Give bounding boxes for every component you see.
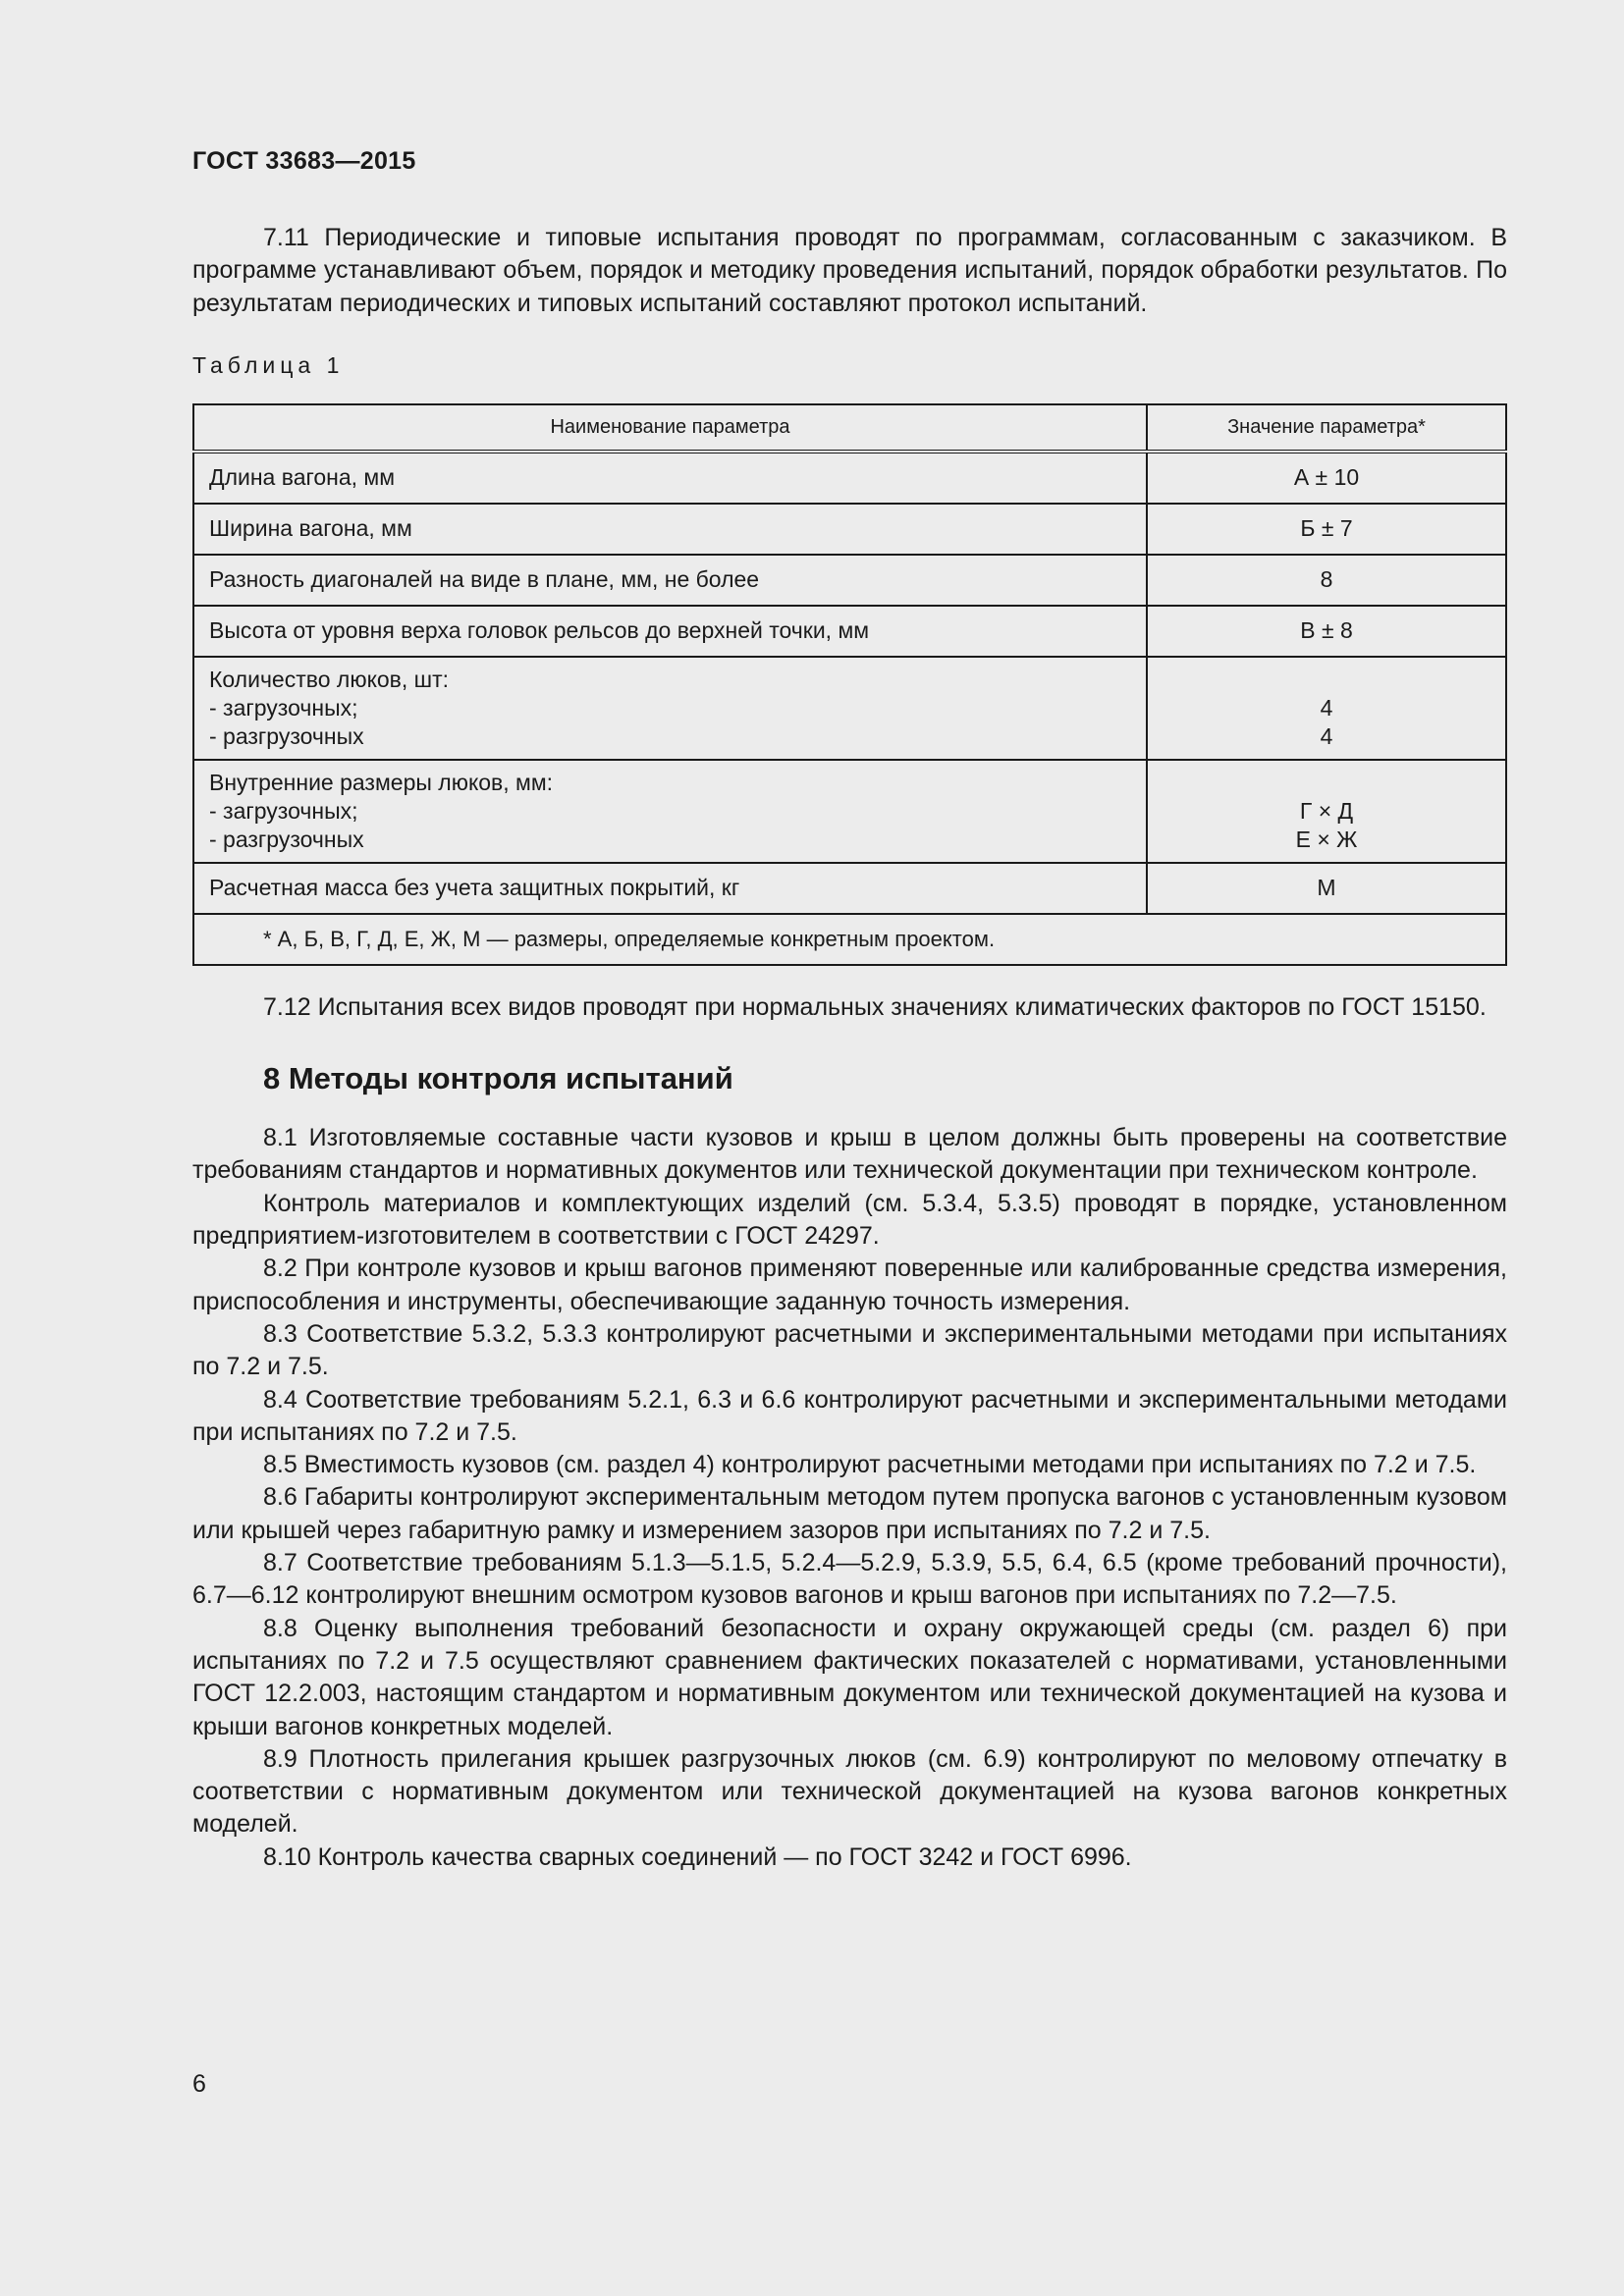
- paragraph-8-4: 8.4 Соответствие требованиям 5.2.1, 6.3 и 6.6 контролируют расчетными и экспериментальными методами при испытаниях по 7.2 и 7.5.: [192, 1385, 1507, 1446]
- col-header-name: Наименование параметра: [193, 404, 1147, 452]
- param-value: В ± 8: [1147, 606, 1506, 657]
- param-value: М: [1147, 863, 1506, 914]
- table-header-row: [193, 404, 1506, 452]
- table-caption: Таблица 1: [192, 351, 345, 378]
- page-content: [192, 222, 1507, 1874]
- param-name: Длина вагона, мм: [193, 452, 1147, 504]
- section-heading: 8 Методы контроля испытаний: [263, 1061, 733, 1096]
- value-loading: Г × Д: [1299, 797, 1354, 824]
- paragraph-8-5: 8.5 Вместимость кузовов (см. раздел 4) контролируют расчетными методами при испытаниях по 7.2 и 7.5.: [263, 1451, 1477, 1479]
- param-name: [193, 760, 1147, 863]
- param-value: А ± 10: [1147, 452, 1506, 504]
- paragraph-8-3: 8.3 Соответствие 5.3.2, 5.3.3 контролируют расчетными и экспериментальными методами при испытаниях по 7.2 и 7.5.: [192, 1319, 1507, 1381]
- param-sub-unloading: - разгрузочных: [209, 722, 364, 749]
- param-title: Количество люков, шт:: [209, 666, 450, 692]
- value-unloading: Е × Ж: [1295, 826, 1358, 852]
- param-name: Разность диагоналей на виде в плане, мм, не более: [193, 555, 1147, 606]
- value-loading: 4: [1320, 694, 1333, 721]
- paragraph-8-9: 8.9 Плотность прилегания крышек разгрузочных люков (см. 6.9) контролируют по меловому отпечатку в соответствии с нормативным документом или технической документацией на кузова вагонов конкретных моделей.: [192, 1744, 1507, 1839]
- table-row: [193, 504, 1506, 555]
- parameters-table: [192, 403, 1507, 966]
- table-row-hatches-count: [193, 657, 1506, 760]
- param-value: Б ± 7: [1147, 504, 1506, 555]
- paragraph-8-10: 8.10 Контроль качества сварных соединений — по ГОСТ 3242 и ГОСТ 6996.: [263, 1842, 1132, 1871]
- param-sub-loading: - загрузочных;: [209, 694, 358, 721]
- paragraph-8-6: 8.6 Габариты контролируют экспериментальным методом путем пропуска вагонов с установленным кузовом или крышей через габаритную рамку и измерением зазоров при испытаниях по 7.2 и 7.5.: [192, 1483, 1507, 1544]
- paragraph-8-8: 8.8 Оценку выполнения требований безопасности и охрану окружающей среды (см. раздел 6) при испытаниях по 7.2 и 7.5 осуществляют сравнением фактических показателей с нормативами, установленными ГОСТ 12.2.003, настоящим стандартом и нормативным документом или технической документацией на кузова и крыши вагонов конкретных моделей.: [192, 1614, 1507, 1740]
- param-sub-loading: - загрузочных;: [209, 797, 358, 824]
- param-name: [193, 657, 1147, 760]
- param-title: Внутренние размеры люков, мм:: [209, 769, 554, 795]
- value-unloading: 4: [1320, 722, 1333, 749]
- param-value: [1147, 760, 1506, 863]
- document-header: ГОСТ 33683—2015: [192, 147, 416, 175]
- paragraph-7-11: 7.11 Периодические и типовые испытания проводят по программам, согласованным с заказчиком. В программе устанавливают объем, порядок и методику проведения испытаний, порядок обработки результатов. По результатам периодических и типовых испытаний составляют протокол испытаний.: [192, 224, 1507, 317]
- table-footnote: * А, Б, В, Г, Д, Е, Ж, М — размеры, определяемые конкретным проектом.: [193, 914, 1506, 965]
- table-row-hatches-size: [193, 760, 1506, 863]
- param-sub-unloading: - разгрузочных: [209, 826, 364, 852]
- table-row: [193, 606, 1506, 657]
- paragraph-8-7: 8.7 Соответствие требованиям 5.1.3—5.1.5, 5.2.4—5.2.9, 5.3.9, 5.5, 6.4, 6.5 (кроме требований прочности), 6.7—6.12 контролируют внешним осмотром кузовов вагонов и крыш вагонов при испытаниях по 7.2—7.5.: [192, 1549, 1507, 1610]
- table-row: [193, 452, 1506, 504]
- table-row: [193, 555, 1506, 606]
- paragraph-8-2: 8.2 При контроле кузовов и крыш вагонов применяют поверенные или калиброванные средства измерения, приспособления и инструменты, обеспечивающие заданную точность измерения.: [192, 1255, 1507, 1315]
- page-number: 6: [192, 2070, 206, 2098]
- param-name: Высота от уровня верха головок рельсов до верхней точки, мм: [193, 606, 1147, 657]
- param-name: Ширина вагона, мм: [193, 504, 1147, 555]
- paragraph-8-1: 8.1 Изготовляемые составные части кузовов и крыш в целом должны быть проверены на соответствие требованиям стандартов и нормативных документов или технической документации при техническом контроле.: [192, 1124, 1507, 1185]
- paragraph-7-12: 7.12 Испытания всех видов проводят при нормальных значениях климатических факторов по ГОСТ 15150.: [263, 992, 1487, 1021]
- param-value: [1147, 657, 1506, 760]
- param-value: 8: [1147, 555, 1506, 606]
- table-footnote-row: [193, 914, 1506, 965]
- param-name: Расчетная масса без учета защитных покрытий, кг: [193, 863, 1147, 914]
- paragraph-materials-control: Контроль материалов и комплектующих изделий (см. 5.3.4, 5.3.5) проводят в порядке, установленном предприятием-изготовителем в соответствии с ГОСТ 24297.: [192, 1189, 1507, 1251]
- col-header-value: Значение параметра*: [1147, 404, 1506, 452]
- table-row: [193, 863, 1506, 914]
